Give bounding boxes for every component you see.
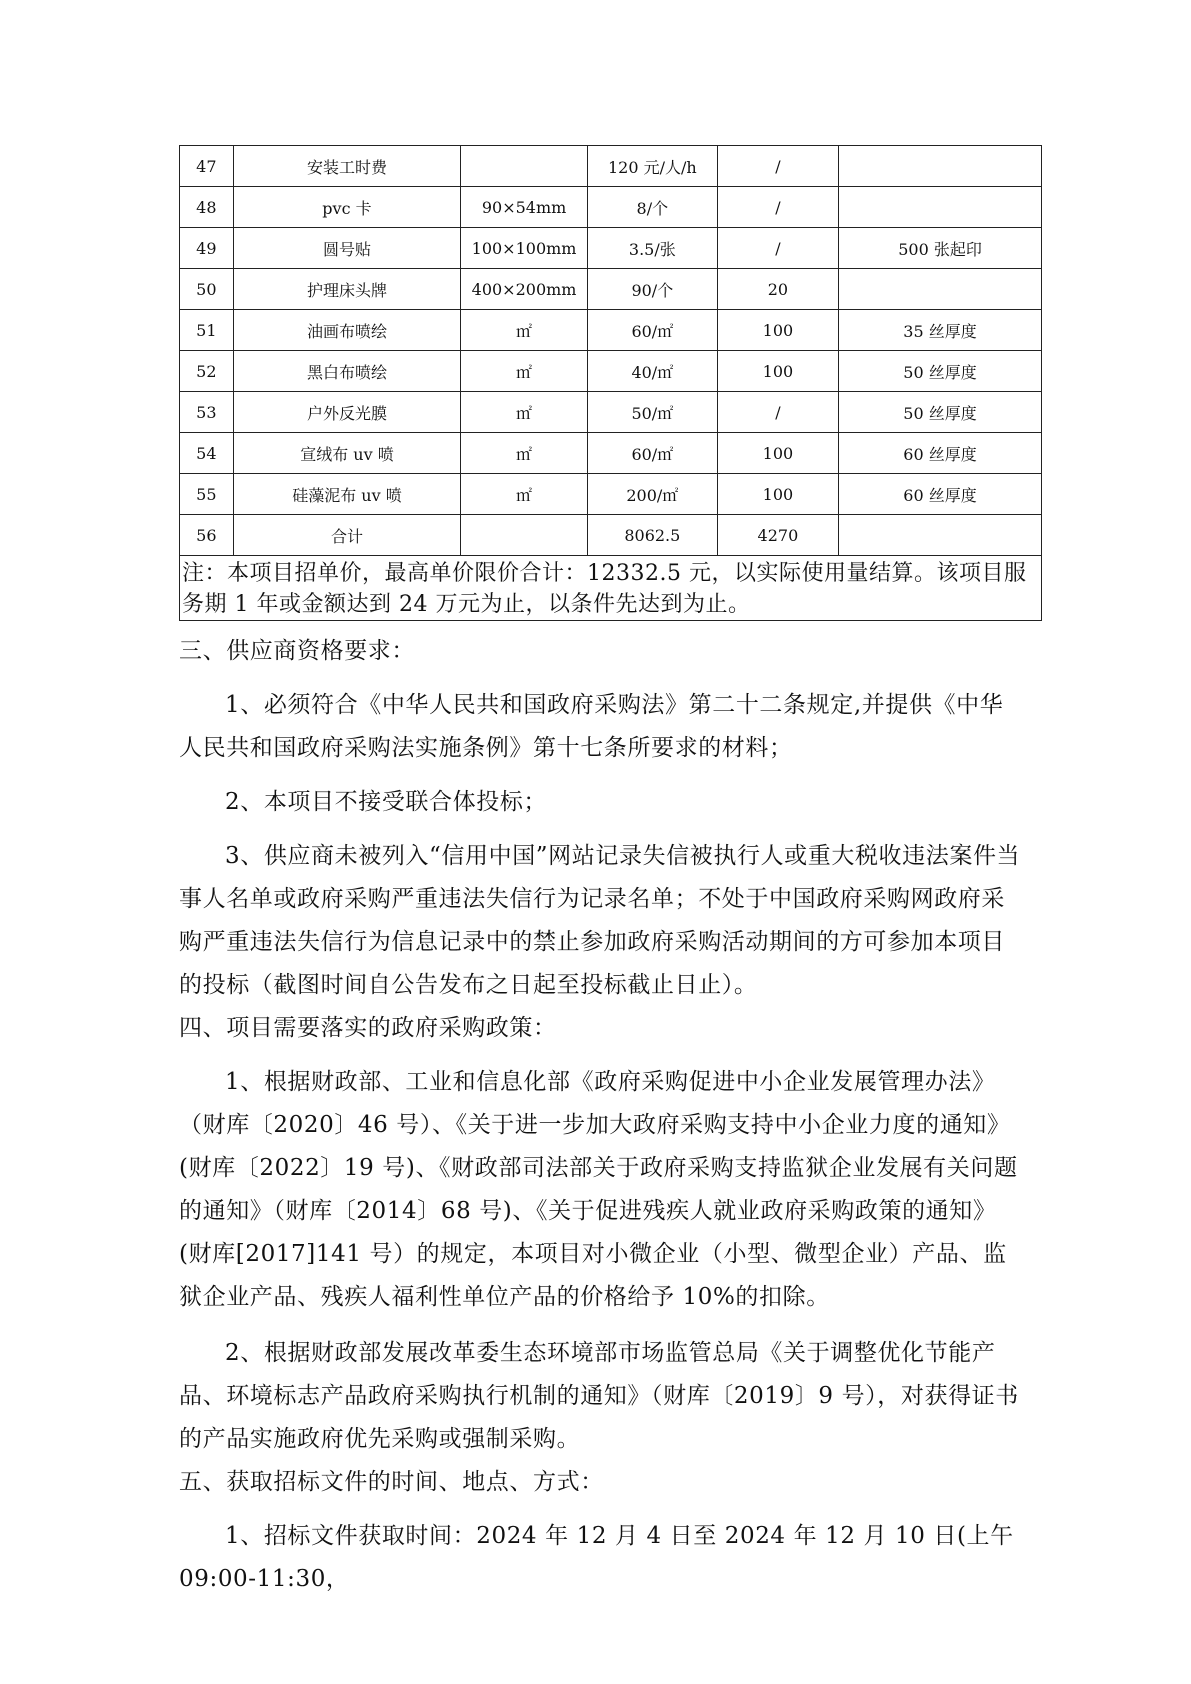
cell-qty: 100: [717, 310, 838, 351]
cell-no: 53: [180, 392, 234, 433]
cell-no: 48: [180, 187, 234, 228]
paragraph: 2、根据财政部发展改革委生态环境部市场监管总局《关于调整优化节能产品、环境标志产品政府采购执行机制的通知》（财库〔2019〕9 号），对获得证书的产品实施政府优先采购或强制采购。: [179, 1340, 1019, 1452]
cell-spec: [461, 515, 588, 556]
cell-no: 54: [180, 433, 234, 474]
table-row: [180, 310, 1042, 351]
cell-remark: 35 丝厚度: [839, 310, 1042, 351]
cell-spec: 90×54mm: [461, 187, 588, 228]
cell-no: 47: [180, 146, 234, 187]
cell-price: 50/㎡: [587, 392, 717, 433]
cell-price: 3.5/张: [587, 228, 717, 269]
cell-name: 油画布喷绘: [233, 310, 461, 351]
cell-price: 40/㎡: [587, 351, 717, 392]
cell-remark: 60 丝厚度: [839, 474, 1042, 515]
cell-name: 合计: [233, 515, 461, 556]
paragraph: 1、必须符合《中华人民共和国政府采购法》第二十二条规定,并提供《中华人民共和国政府采购法实施条例》第十七条所要求的材料；: [179, 692, 1004, 761]
cell-qty: /: [717, 146, 838, 187]
cell-name: 黑白布喷绘: [233, 351, 461, 392]
table-row: [180, 351, 1042, 392]
cell-qty: /: [717, 187, 838, 228]
cell-qty: 20: [717, 269, 838, 310]
price-table: [179, 145, 1042, 621]
section-heading: 四、项目需要落实的政府采购政策：: [179, 1015, 557, 1041]
cell-price: 8/个: [587, 187, 717, 228]
cell-price: 60/㎡: [587, 310, 717, 351]
table-row: [180, 228, 1042, 269]
cell-no: 56: [180, 515, 234, 556]
cell-price: 8062.5: [587, 515, 717, 556]
cell-name: 宣绒布 uv 喷: [233, 433, 461, 474]
table-row: [180, 146, 1042, 187]
cell-remark: [839, 187, 1042, 228]
cell-no: 49: [180, 228, 234, 269]
cell-qty: /: [717, 392, 838, 433]
table-row: [180, 433, 1042, 474]
cell-name: 圆号贴: [233, 228, 461, 269]
table-row: [180, 392, 1042, 433]
cell-no: 51: [180, 310, 234, 351]
section-heading: 五、获取招标文件的时间、地点、方式：: [179, 1469, 604, 1495]
cell-no: 52: [180, 351, 234, 392]
section-heading: 三、供应商资格要求：: [179, 638, 415, 664]
cell-remark: 500 张起印: [839, 228, 1042, 269]
cell-remark: [839, 146, 1042, 187]
table-note-row: [180, 556, 1042, 621]
cell-name: 户外反光膜: [233, 392, 461, 433]
cell-remark: 50 丝厚度: [839, 351, 1042, 392]
table-row: [180, 474, 1042, 515]
cell-name: 护理床头牌: [233, 269, 461, 310]
cell-spec: 100×100mm: [461, 228, 588, 269]
cell-spec: [461, 146, 588, 187]
cell-qty: /: [717, 228, 838, 269]
cell-qty: 4270: [717, 515, 838, 556]
cell-spec: ㎡: [461, 392, 588, 433]
cell-remark: [839, 269, 1042, 310]
cell-spec: ㎡: [461, 474, 588, 515]
paragraph: 3、供应商未被列入“信用中国”网站记录失信被执行人或重大税收违法案件当事人名单或政府采购严重违法失信行为记录名单；不处于中国政府采购网政府采购严重违法失信行为信息记录中的禁止参加政府采购活动期间的方可参加本项目的投标（截图时间自公告发布之日起至投标截止日止）。: [179, 843, 1021, 998]
cell-spec: 400×200mm: [461, 269, 588, 310]
cell-name: 安装工时费: [233, 146, 461, 187]
cell-name: 硅藻泥布 uv 喷: [233, 474, 461, 515]
cell-price: 60/㎡: [587, 433, 717, 474]
cell-qty: 100: [717, 474, 838, 515]
table-row: [180, 187, 1042, 228]
paragraph: 2、本项目不接受联合体投标；: [225, 789, 548, 815]
table-row: [180, 515, 1042, 556]
paragraph: 1、招标文件获取时间：2024 年 12 月 4 日至 2024 年 12 月 10 日(上午 09:00-11:30，: [179, 1523, 1014, 1592]
price-table-body: [180, 146, 1042, 621]
cell-qty: 100: [717, 433, 838, 474]
table-note: 注：本项目招单价，最高单价限价合计：12332.5 元，以实际使用量结算。该项目服务期 1 年或金额达到 24 万元为止，以条件先达到为止。: [180, 556, 1042, 621]
document-body: [179, 630, 1025, 1601]
cell-price: 200/㎡: [587, 474, 717, 515]
cell-spec: ㎡: [461, 433, 588, 474]
cell-name: pvc 卡: [233, 187, 461, 228]
paragraph: 1、根据财政部、工业和信息化部《政府采购促进中小企业发展管理办法》（财库〔2020〕46 号）、《关于进一步加大政府采购支持中小企业力度的通知》(财库〔2022〕19 号)、《财政部司法部关于政府采购支持监狱企业发展有关问题的通知》（财库〔2014〕68 号)、《关于促进残疾人就业政府采购政策的通知》(财库[2017]141 号）的规定，本项目对小微企业（小型、微型企业）产品、监狱企业产品、残疾人福利性单位产品的价格给予 10%的扣除。: [179, 1069, 1018, 1310]
cell-price: 120 元/人/h: [587, 146, 717, 187]
cell-no: 50: [180, 269, 234, 310]
cell-remark: [839, 515, 1042, 556]
cell-spec: ㎡: [461, 351, 588, 392]
cell-qty: 100: [717, 351, 838, 392]
cell-remark: 50 丝厚度: [839, 392, 1042, 433]
cell-spec: ㎡: [461, 310, 588, 351]
cell-price: 90/个: [587, 269, 717, 310]
cell-remark: 60 丝厚度: [839, 433, 1042, 474]
cell-no: 55: [180, 474, 234, 515]
table-row: [180, 269, 1042, 310]
